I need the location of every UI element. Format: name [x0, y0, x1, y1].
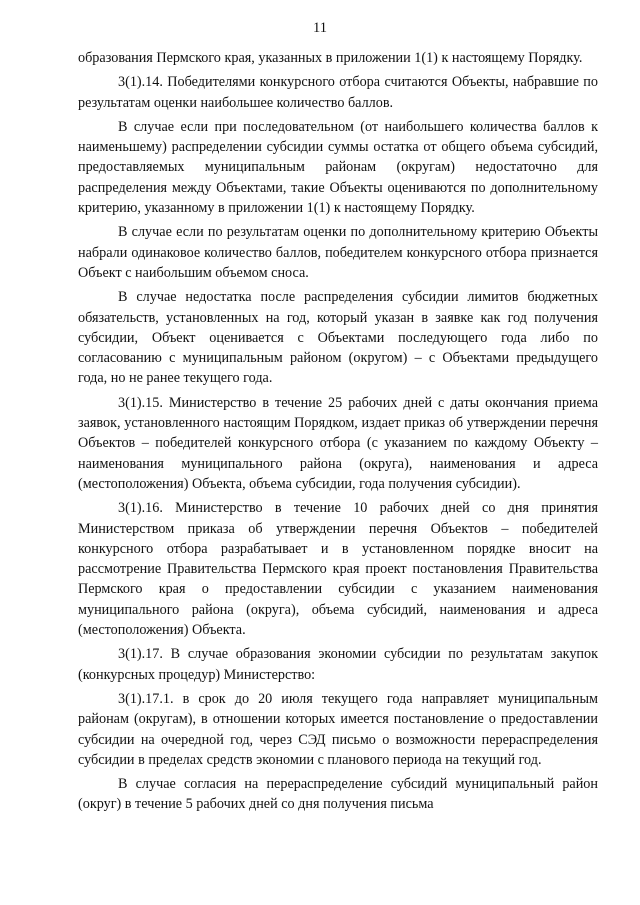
paragraph-budget-shortfall: В случае недостатка после распределения субсидии лимитов бюджетных обязательств, установленных на год, который указан в заявке как год получения субсидии, Объект оценивается с Объектами последующего года либо по согласованию с муниципальным районом (округом) – с Объектами предыдущего года, но не ранее текущего года. — [78, 289, 598, 387]
page-number: 11 — [313, 20, 327, 36]
paragraph-insufficient-funds: В случае если при последовательном (от наибольшего количества баллов к наименьшему) распределении субсидии суммы остатка от общего объема субсидий, предоставляемых муниципальным районам (округам) недостаточно для распределения между Объектами, такие Объекты оцениваются по дополнительному критерию, указанному в приложении 1(1) к настоящему Порядку. — [78, 118, 598, 217]
paragraph-continuation: образования Пермского края, указанных в приложении 1(1) к настоящему Порядку. — [78, 50, 583, 66]
paragraph-clause-3-1-17-1: 3(1).17.1. в срок до 20 июля текущего года направляет муниципальным районам (округам), в отношении которых имеется постановление о предоставлении субсидии на очередной год, через СЭД письмо о возможности перераспределения субсидии в пределах средств экономии с планового периода на текущий год. — [78, 690, 598, 768]
paragraph-consent: В случае согласия на перераспределение субсидий муниципальный район (округ) в течение 5 рабочих дней со дня получения письма — [78, 776, 598, 813]
paragraph-clause-3-1-16: 3(1).16. Министерство в течение 10 рабочих дней со дня принятия Министерством приказа об утверждении перечня Объектов – победителей конкурсного отбора разрабатывает и в установленном порядке вносит на рассмотрение Правительства Пермского края проект постановления Правительства Пермского края о предоставлении субсидии с указанием наименования муниципального района (округа), объема субсидий, наименования и адреса (местоположения) Объекта. — [78, 500, 598, 639]
document-body — [78, 48, 598, 819]
paragraph-clause-3-1-15: 3(1).15. Министерство в течение 25 рабочих дней с даты окончания приема заявок, установленного настоящим Порядком, издает приказ об утверждении перечня Объектов – победителей конкурсного отбора (с указанием по каждому Объекту – наименования муниципального района (округа), наименования и адреса (местоположения) Объекта, объема субсидии, года получения субсидии). — [78, 394, 598, 492]
paragraph-clause-3-1-17: 3(1).17. В случае образования экономии субсидии по результатам закупок (конкурсных процедур) Министерство: — [78, 646, 598, 683]
paragraph-clause-3-1-14: 3(1).14. Победителями конкурсного отбора считаются Объекты, набравшие по результатам оценки наибольшее количество баллов. — [78, 74, 598, 111]
paragraph-equal-score: В случае если по результатам оценки по дополнительному критерию Объекты набрали одинаковое количество баллов, победителем конкурсного отбора признается Объект с наибольшим объемом сноса. — [78, 224, 598, 281]
